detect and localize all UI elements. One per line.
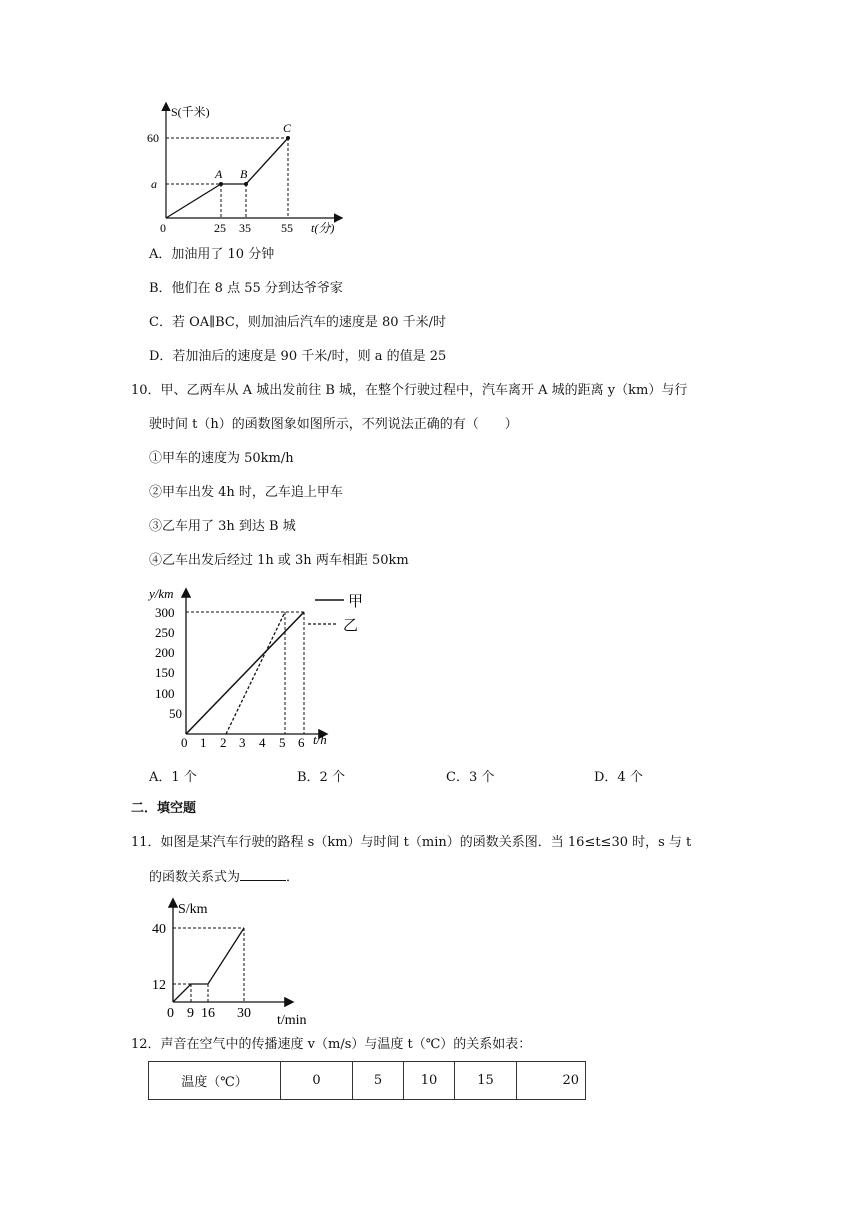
table-cell: 20 [517,1062,586,1100]
x-tick-35: 35 [239,221,251,235]
x-tick-5: 5 [279,735,286,750]
x-tick-3: 3 [239,735,246,750]
q10-statement-1: ①甲车的速度为 50km/h [149,451,294,466]
section-heading-fill-in: 二．填空题 [131,801,197,816]
x-axis-label: t/h [313,732,327,747]
y-tick-60: 60 [147,131,159,145]
y-tick-250: 250 [155,625,175,640]
table-cell: 5 [353,1062,404,1100]
q10-option-a: A．1 个 [149,770,197,785]
x-tick-2: 2 [220,735,227,750]
y-axis-label: y/km [149,586,174,601]
speed-temperature-table [148,1061,586,1100]
x-tick-4: 4 [259,735,266,750]
q10-graph [148,584,378,754]
y-tick-50: 50 [169,706,182,721]
x-tick-0: 0 [160,221,166,235]
q10-stem-line1: 10．甲、乙两车从 A 城出发前往 B 城，在整个行驶过程中，汽车离开 A 城的距离 y（km）与行 [131,383,688,398]
q11-stem-suffix: ． [286,870,300,885]
x-tick-1: 1 [200,735,207,750]
table-cell: 15 [455,1062,517,1100]
x-tick-0: 0 [181,735,188,750]
x-tick-0: 0 [167,1006,174,1021]
y-tick-200: 200 [155,645,175,660]
table-row [149,1062,586,1100]
table-cell: 0 [281,1062,353,1100]
y-tick-300: 300 [155,605,175,620]
q9-option-b: B．他们在 8 点 55 分到达爷爷家 [149,281,343,296]
q9-option-d: D．若加油后的速度是 90 千米/时，则 a 的值是 25 [149,349,447,364]
q10-stem-line2: 驶时间 t（h）的函数图象如图所示，不列说法正确的有（ ） [149,417,518,432]
series-jia-line [186,612,304,734]
table-header-cell: 温度（℃） [149,1062,281,1100]
q9-graph [145,98,350,238]
q10-option-b: B．2 个 [297,770,345,785]
q10-option-d: D．4 个 [594,770,643,785]
q11-graph [148,894,313,1028]
distance-line [166,138,288,218]
answer-blank[interactable] [240,868,286,881]
q10-statement-4: ④乙车出发后经过 1h 或 3h 两车相距 50km [149,553,409,568]
q9-option-a: A．加油用了 10 分钟 [149,247,275,262]
series-yi-line [226,612,285,734]
y-tick-12: 12 [152,978,166,993]
x-axis-label: t(分) [311,221,335,235]
table-cell: 10 [404,1062,455,1100]
point-label-c: C [283,121,292,135]
y-axis-label: S(千米) [171,105,210,119]
q12-stem: 12．声音在空气中的传播速度 v（m/s）与温度 t（℃）的关系如表： [131,1037,532,1052]
q10-statement-3: ③乙车用了 3h 到达 B 城 [149,519,296,534]
x-tick-55: 55 [281,221,293,235]
q9-option-c: C．若 OA∥BC，则加油后汽车的速度是 80 千米/时 [149,315,447,330]
x-tick-30: 30 [237,1006,251,1021]
legend-jia-label: 甲 [348,594,364,610]
q11-stem-line1: 11．如图是某汽车行驶的路程 s（km）与时间 t（min）的函数关系图．当 16≤t≤30 时，s 与 t [131,835,692,850]
y-axis-label: S/km [178,902,208,917]
q11-stem-line2 [149,868,299,887]
y-tick-100: 100 [155,686,175,701]
y-tick-150: 150 [155,665,175,680]
point-label-b: B [240,167,248,181]
y-tick-40: 40 [152,922,166,937]
legend-yi-label: 乙 [343,618,359,634]
y-tick-a: a [151,177,157,191]
q11-stem-prefix: 的函数关系式为 [149,870,241,885]
q10-statement-2: ②甲车出发 4h 时，乙车追上甲车 [149,485,343,500]
q10-option-c: C．3 个 [446,770,495,785]
x-tick-16: 16 [201,1006,215,1021]
x-tick-9: 9 [187,1006,194,1021]
x-tick-25: 25 [214,221,226,235]
point-label-a: A [215,167,223,181]
x-axis-label: t/min [277,1013,307,1028]
x-tick-6: 6 [298,735,305,750]
